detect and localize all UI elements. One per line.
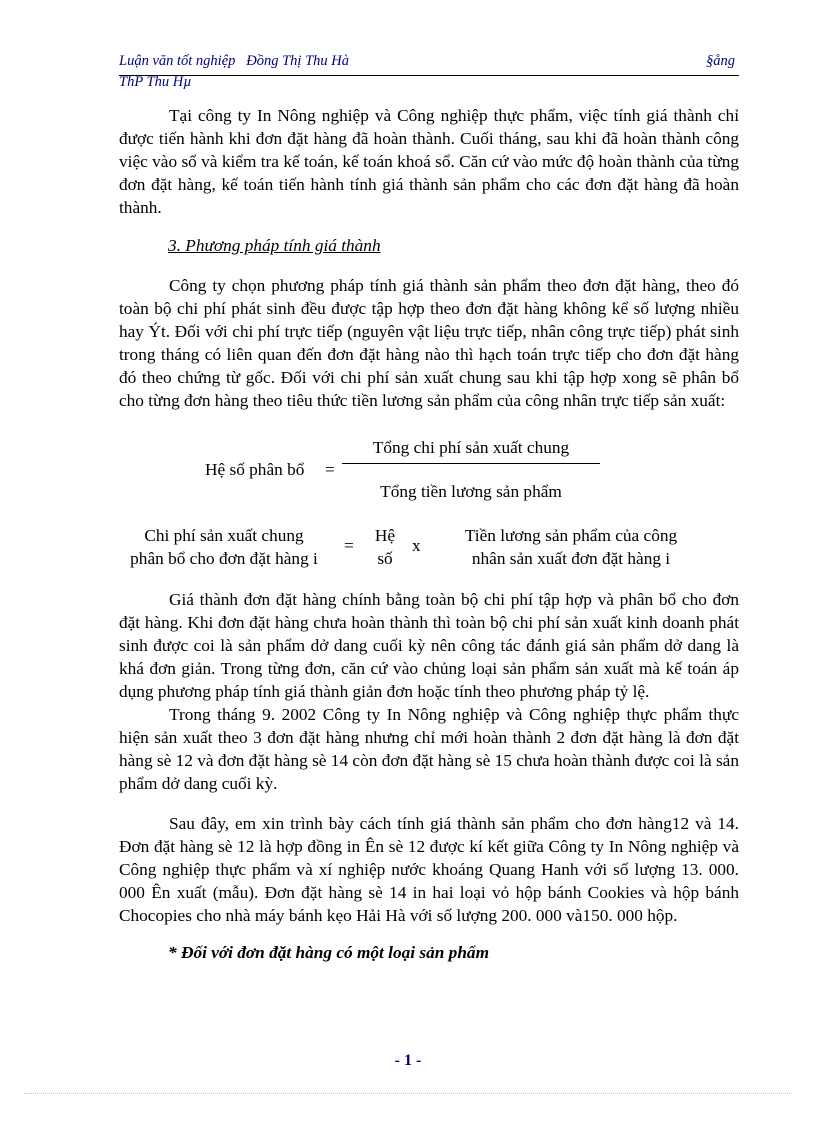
header-second-line: ThP Thu Hµ xyxy=(119,74,192,90)
section-heading-3: 3. Phương pháp tính giá thành xyxy=(168,236,381,255)
formula2-mid-line2: số xyxy=(377,549,393,568)
header-right-text: §ång xyxy=(706,53,735,69)
formula1-equals: = xyxy=(325,460,335,479)
formula2-left-line2: phân bổ cho đơn đặt hàng i xyxy=(130,549,318,568)
formula2-right-line1: Tiền lương sản phẩm của công xyxy=(464,526,678,545)
formula2-left-term xyxy=(116,524,332,570)
formula2-times: x xyxy=(412,536,421,555)
paragraph-2: Công ty chọn phương pháp tính giá thành sản phẩm theo đơn đặt hàng, theo đó toàn bộ chi phí phát sinh đều được tập hợp theo đơn đặt hàng không kể số lượng nhiều hay Ýt. Đối với chi phí trực tiếp (nguyên vật liệu trực tiếp, nhân công trực tiếp) phát sinh trong tháng có liên quan đến đơn đặt hàng nào thì hạch toán trực tiếp cho đơn đặt hàng đó theo chứng từ gốc. Đối với chi phí sản xuất chung sau khi tập hợp xong sẽ phân bổ cho từng đơn hàng theo tiêu thức tiền lương sản phẩm của công nhân trực tiếp sản xuất: xyxy=(119,276,739,410)
paragraph-1: Tại công ty In Nông nghiệp và Công nghiệp thực phẩm, việc tính giá thành chỉ được tiến hành khi đơn đặt hàng đã hoàn thành. Cuối tháng, sau khi đã hoàn thành công việc vào sổ và kiểm tra kế toán, kế toán khoá sổ. Căn cứ vào mức độ hoàn thành của từng đơn đặt hàng, kế toán tiến hành tính giá thành sản phẩm cho các đơn đặt hàng đã hoàn thành. xyxy=(119,106,739,217)
formula2-right-term xyxy=(448,524,694,570)
formula1-numerator: Tổng chi phí sản xuất chung xyxy=(372,438,570,457)
running-header xyxy=(119,53,739,76)
formula2-coefficient xyxy=(368,524,402,570)
paragraph-5: Sau đây, em xin trình bày cách tính giá thành sản phẩm cho đơn hàng12 và 14. Đơn đặt hàng sè 12 là hợp đồng in Ên sè 12 được kí kết giữa Công ty In Nông nghiệp và Công nghiệp thực phẩm và xí nghiệp nước khoáng Quang Hanh với số lượng 13. 000. 000 Ên xuất (mẫu). Đơn đặt hàng sè 14 in hai loại vỏ hộp bánh Cookies và hộp bánh Chocopies cho nhà máy bánh kẹo Hải Hà với số lượng 200. 000 và150. 000 hộp. xyxy=(119,814,739,925)
header-author: Luận văn tốt nghiệp Đồng Thị Thu Hà xyxy=(119,53,349,69)
formula2-equals: = xyxy=(344,536,354,555)
formula2-left-line1: Chi phí sản xuất chung xyxy=(144,526,304,545)
paragraph-3: Giá thành đơn đặt hàng chính bằng toàn bộ chi phí tập hợp và phân bổ cho đơn đặt hàng. Khi đơn đặt hàng chưa hoàn thành thì toàn bộ chi phí sản xuất kinh doanh phát sinh được coi là sản phẩm dở dang cuối kỳ nên công tác đánh giá sản phẩm dở dang là khá đơn giản. Trong từng đơn, căn cứ vào chủng loại sản phẩm sản xuất mà kế toán áp dụng phương pháp tính giá thành giản đơn hoặc tính theo phương pháp tỷ lệ. xyxy=(119,590,739,701)
footer-divider xyxy=(24,1093,792,1094)
subsection-heading: * Đối với đơn đặt hàng có một loại sản phẩm xyxy=(168,943,490,962)
paragraph-4: Trong tháng 9. 2002 Công ty In Nông nghiệp và Công nghiệp thực phẩm thực hiện sản xuất theo 3 đơn đặt hàng nhưng chỉ mới hoàn thành 2 đơn đặt hàng là đơn đặt hàng sè 12 và đơn đặt hàng sè 14 còn đơn đặt hàng sè 15 chưa hoàn thành được coi là sản phẩm dở dang cuối kỳ. xyxy=(119,705,739,793)
fraction-bar xyxy=(342,463,600,464)
formula1-label: Hệ số phân bổ xyxy=(205,460,305,479)
formula1-denominator: Tổng tiền lương sản phẩm xyxy=(380,482,562,501)
page-number: - 1 - xyxy=(394,1052,422,1069)
formula2-mid-line1: Hệ xyxy=(374,526,396,545)
formula2-right-line2: nhân sản xuất đơn đặt hàng i xyxy=(471,549,671,568)
